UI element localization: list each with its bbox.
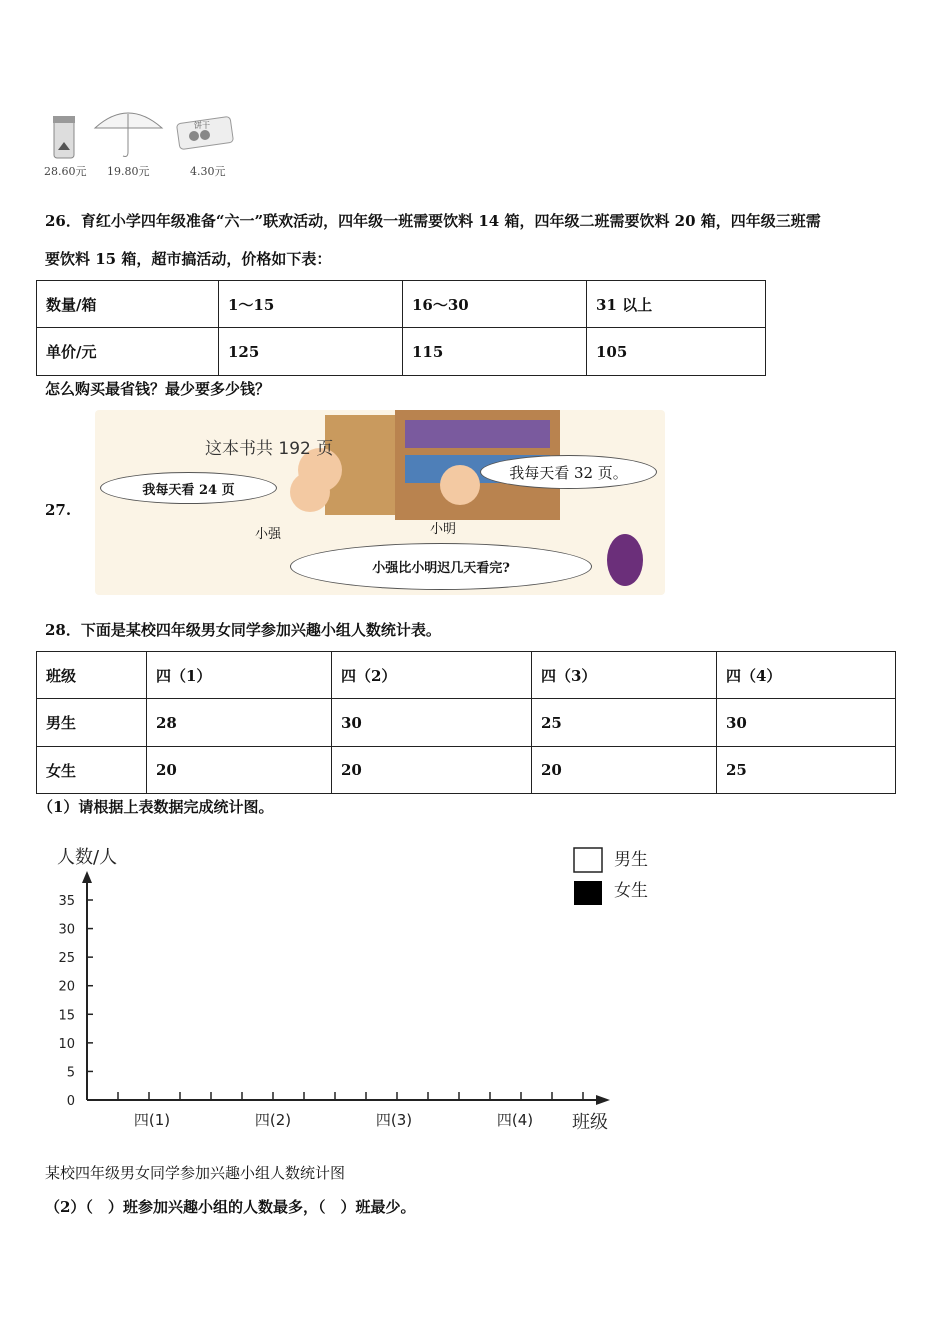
x-category-label: 四(2) [254, 1111, 292, 1129]
x-axis-label: 班级 [572, 1112, 608, 1133]
table-row [37, 281, 766, 328]
chart-caption: 某校四年级男女同学参加兴趣小组人数统计图 [45, 1164, 346, 1182]
q26-question: 怎么购买最省钱？最少要多少钱？ [45, 380, 271, 398]
book-pages-text: 这本书共 192 页 [205, 439, 334, 459]
table-cell: 四（3） [532, 652, 717, 699]
speech-bubble-left: 我每天看 24 页 [100, 472, 277, 504]
price-jar: 28.60元 [44, 165, 87, 178]
name-xiaoming: 小明 [430, 522, 457, 537]
y-tick-label: 10 [58, 1036, 75, 1052]
y-tick-label: 20 [58, 979, 75, 995]
table-cell: 四（4） [717, 652, 896, 699]
price-umbrella: 19.80元 [107, 165, 150, 178]
table-cell: 30 [717, 699, 896, 747]
table-cell: 31 以上 [587, 281, 766, 328]
table-cell: 男生 [37, 699, 147, 747]
table-cell: 105 [587, 328, 766, 376]
table-cell: 四（2） [332, 652, 532, 699]
y-axis-label: 人数/人 [57, 847, 118, 868]
y-tick-label: 15 [58, 1008, 75, 1024]
bar-chart [0, 835, 700, 1145]
legend-label-boys: 男生 [614, 850, 648, 870]
table-cell: 数量/箱 [37, 281, 219, 328]
x-category-label: 四(1) [133, 1111, 171, 1129]
table-cell: 25 [717, 747, 896, 794]
speech-bubble-bottom: 小强比小明迟几天看完? [290, 543, 592, 590]
q28-stats-table [36, 651, 896, 794]
q27-number: 27. [45, 501, 72, 519]
boy-figure-right [440, 465, 480, 505]
name-xiaoqiang: 小强 [255, 527, 282, 542]
table-cell: 单价/元 [37, 328, 219, 376]
product-images [40, 100, 250, 180]
table-cell: 28 [147, 699, 332, 747]
x-axis-arrow [596, 1095, 610, 1105]
table-cell: 20 [332, 747, 532, 794]
legend-swatch-boys [574, 848, 602, 872]
table-row [37, 747, 896, 794]
y-tick-label: 35 [58, 894, 75, 909]
table-cell: 30 [332, 699, 532, 747]
y-tick-label: 30 [58, 922, 75, 938]
y-tick-label: 0 [66, 1094, 75, 1109]
table-cell: 125 [219, 328, 403, 376]
q26-price-table [36, 280, 766, 376]
boy-figure-left [290, 472, 330, 512]
table-cell: 四（1） [147, 652, 332, 699]
q28-sub1: （1）请根据上表数据完成统计图。 [38, 798, 274, 816]
product-icons [40, 100, 250, 160]
x-category-label: 四(3) [375, 1111, 413, 1129]
table-cell: 16～30 [403, 281, 587, 328]
table-row [37, 328, 766, 376]
y-tick-label: 5 [66, 1065, 75, 1081]
table-row [37, 699, 896, 747]
q26-line2: 要饮料 15 箱，超市搞活动，价格如下表： [45, 250, 332, 268]
x-category-label: 四(4) [496, 1111, 534, 1129]
q28-sub2: （2）（ ）班参加兴趣小组的人数最多，（ ）班最少。 [45, 1198, 416, 1216]
table-cell: 115 [403, 328, 587, 376]
table-cell: 女生 [37, 747, 147, 794]
legend-label-girls: 女生 [614, 881, 648, 901]
table-cell: 1～15 [219, 281, 403, 328]
table-cell: 班级 [37, 652, 147, 699]
y-tick-label: 25 [58, 951, 75, 967]
eggplant-character [607, 534, 643, 586]
biscuit-icon [176, 116, 233, 149]
table-cell: 20 [532, 747, 717, 794]
table-cell: 25 [532, 699, 717, 747]
jar-icon [53, 116, 75, 158]
speech-bubble-right: 我每天看 32 页。 [480, 455, 657, 489]
y-axis-arrow [82, 871, 92, 883]
price-biscuit: 4.30元 [190, 165, 226, 178]
umbrella-icon [95, 113, 162, 157]
table-row [37, 652, 896, 699]
q28-title: 28．下面是某校四年级男女同学参加兴趣小组人数统计表。 [45, 621, 441, 639]
legend-swatch-girls [574, 881, 602, 905]
q26-line1: 26．育红小学四年级准备“六一”联欢活动，四年级一班需要饮料 14 箱，四年级二班需要饮料 20 箱，四年级三班需 [45, 212, 821, 230]
table-cell: 20 [147, 747, 332, 794]
q27-illustration [95, 410, 665, 595]
biscuit-label: 饼干 [194, 121, 210, 130]
